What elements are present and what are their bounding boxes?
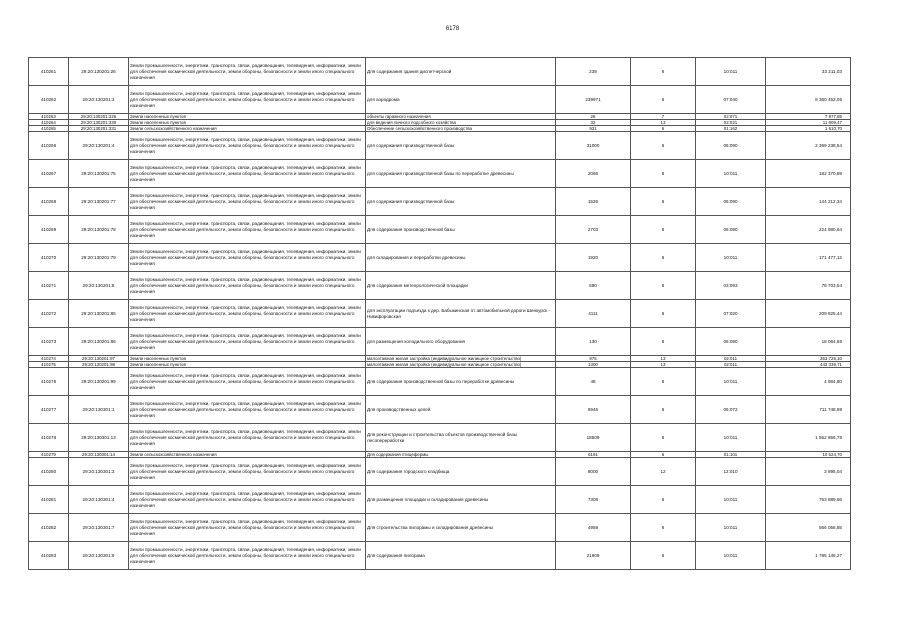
- cadastral-number: 29:20:130201:3: [69, 86, 129, 114]
- row-number: 410273: [29, 328, 69, 356]
- cadastral-value: 3 895,04: [766, 458, 851, 486]
- cadastral-value: 18 064,58: [766, 328, 851, 356]
- area: 239: [556, 58, 631, 86]
- cadastral-number: 29:20:130201:98: [69, 362, 129, 368]
- area: 931: [556, 126, 631, 132]
- cadastral-value: 78 703,54: [766, 272, 851, 300]
- cadastral-number: 29:20:130201:79: [69, 244, 129, 272]
- cadastral-value: 353 726,10: [766, 356, 851, 362]
- group-code: 6: [631, 396, 696, 424]
- row-number: 410276: [29, 368, 69, 396]
- cadastral-number: 29:20:130201:75: [69, 160, 129, 188]
- permitted-use: Для содержания городского кладбища: [366, 458, 556, 486]
- row-number: 410280: [29, 458, 69, 486]
- land-category: Земли промышленности, энергетики, транспорта, связи, радиовещания, телевидения, информатики, земли для обеспечения космической деятельности, земли обороны, безопасности и земли иного специального назначения: [129, 272, 366, 300]
- use-code: 06:090: [696, 328, 766, 356]
- cadastral-number: 29:20:130201:77: [69, 188, 129, 216]
- land-category: Земли населенных пунктов: [129, 120, 366, 126]
- land-category: Земли промышленности, энергетики, транспорта, связи, радиовещания, телевидения, информатики, земли для обеспечения космической деятельности, земли обороны, безопасности и земли иного специального назначения: [129, 86, 366, 114]
- group-code: 13: [631, 362, 696, 368]
- row-number: 410283: [29, 542, 69, 570]
- use-code: 01:101: [696, 452, 766, 458]
- area: 1300: [556, 362, 631, 368]
- row-number: 410268: [29, 188, 69, 216]
- area: 4959: [556, 514, 631, 542]
- group-code: 6: [631, 216, 696, 244]
- permitted-use: для ведения личного подсобного хозяйства: [366, 120, 556, 126]
- permitted-use: Для производственных целей: [366, 396, 556, 424]
- cadastral-number: 29:20:130201:85: [69, 300, 129, 328]
- group-code: 6: [631, 160, 696, 188]
- row-number: 410267: [29, 160, 69, 188]
- cadastral-value: 7 977,85: [766, 114, 851, 120]
- table-row: [29, 542, 851, 570]
- cadastral-number: 29:20:130301:13: [69, 424, 129, 452]
- use-code: 10:011: [696, 244, 766, 272]
- group-code: 6: [631, 328, 696, 356]
- row-number: 410261: [29, 58, 69, 86]
- cadastral-value: 144 212,34: [766, 188, 851, 216]
- use-code: 10:011: [696, 486, 766, 514]
- land-category: Земли промышленности, энергетики, транспорта, связи, радиовещания, телевидения, информатики, земли для обеспечения космической деятельности, земли обороны, безопасности и земли иного специального назначения: [129, 368, 366, 396]
- cadastral-value: 763 889,56: [766, 486, 851, 514]
- cadastral-value: 443 339,71: [766, 362, 851, 368]
- permitted-use: для размещения холодильного оборудования: [366, 328, 556, 356]
- cadastral-number: 29:20:130201:86: [69, 328, 129, 356]
- land-category: Земли промышленности, энергетики, транспорта, связи, радиовещания, телевидения, информатики, земли для обеспечения космической деятельности, земли обороны, безопасности и земли иного специального назначения: [129, 132, 366, 160]
- cadastral-value: 4 984,80: [766, 368, 851, 396]
- use-code: 03:093: [696, 272, 766, 300]
- group-code: 13: [631, 356, 696, 362]
- permitted-use: Для строительства пилорамы и складирования древесины: [366, 514, 556, 542]
- use-code: 06:090: [696, 188, 766, 216]
- use-code: 02:011: [696, 362, 766, 368]
- cadastral-number: 29:20:130201:326: [69, 114, 129, 120]
- use-code: 07:020: [696, 300, 766, 328]
- cadastral-value: 566 056,85: [766, 514, 851, 542]
- area: 239971: [556, 86, 631, 114]
- cadastral-number: 29:20:130201:330: [69, 120, 129, 126]
- table-row: [29, 300, 851, 328]
- group-code: 6: [631, 58, 696, 86]
- permitted-use: Для содержания пилорама: [366, 542, 556, 570]
- permitted-use: Для содержания метеорологической площадки: [366, 272, 556, 300]
- row-number: 410279: [29, 452, 69, 458]
- group-code: 6: [631, 542, 696, 570]
- land-category: Земли промышленности, энергетики, транспорта, связи, радиовещания, телевидения, информатики, земли для обеспечения космической деятельности, земли обороны, безопасности и земли иного специального назначения: [129, 58, 366, 86]
- group-code: 6: [631, 244, 696, 272]
- row-number: 410281: [29, 486, 69, 514]
- cadastral-number: 29:20:130201:331: [69, 126, 129, 132]
- use-code: 10:011: [696, 514, 766, 542]
- land-category: Земли промышленности, энергетики, транспорта, связи, радиовещания, телевидения, информатики, земли для обеспечения космической деятельности, земли обороны, безопасности и земли иного специального назначения: [129, 160, 366, 188]
- land-category: Земли промышленности, энергетики, транспорта, связи, радиовещания, телевидения, информатики, земли для обеспечения космической деятельности, земли обороны, безопасности и земли иного специального назначения: [129, 244, 366, 272]
- page-number: 6178: [445, 26, 460, 32]
- row-number: 410265: [29, 126, 69, 132]
- area: 975: [556, 356, 631, 362]
- area: 2703: [556, 216, 631, 244]
- land-category: Земли промышленности, энергетики, транспорта, связи, радиовещания, телевидения, информатики, земли для обеспечения космической деятельности, земли обороны, безопасности и земли иного специального назначения: [129, 486, 366, 514]
- land-category: Земли промышленности, энергетики, транспорта, связи, радиовещания, телевидения, информатики, земли для обеспечения космической деятельности, земли обороны, безопасности и земли иного специального назначения: [129, 216, 366, 244]
- permitted-use: для содержания производственной базы: [366, 188, 556, 216]
- area: 21909: [556, 542, 631, 570]
- group-code: 6: [631, 188, 696, 216]
- permitted-use: Для размещения площадки и складирования древесины: [366, 486, 556, 514]
- permitted-use: для содержания производственной базы: [366, 132, 556, 160]
- area: 8000: [556, 458, 631, 486]
- cadastral-value: 171 477,12: [766, 244, 851, 272]
- use-code: 02:021: [696, 120, 766, 126]
- area: 4111: [556, 300, 631, 328]
- land-category: Земли промышленности, энергетики, транспорта, связи, радиовещания, телевидения, информатики, земли для обеспечения космической деятельности, земли обороны, безопасности и земли иного специального назначения: [129, 542, 366, 570]
- group-code: 12: [631, 458, 696, 486]
- table-row: [29, 356, 851, 362]
- row-number: 410266: [29, 132, 69, 160]
- cadastral-number: 29:20:130201:8: [69, 272, 129, 300]
- area: 690: [556, 272, 631, 300]
- land-category: Земли населенных пунктов: [129, 356, 366, 362]
- cadastral-number: 29:20:130201:99: [69, 368, 129, 396]
- land-category: Земли промышленности, энергетики, транспорта, связи, радиовещания, телевидения, информатики, земли для обеспечения космической деятельности, земли обороны, безопасности и земли иного специального назначения: [129, 424, 366, 452]
- cadastral-value: 10 524,70: [766, 452, 851, 458]
- group-code: 6: [631, 132, 696, 160]
- table-row: [29, 458, 851, 486]
- land-category: Земли промышленности, энергетики, транспорта, связи, радиовещания, телевидения, информатики, земли для обеспечения космической деятельности, земли обороны, безопасности и земли иного специального назначения: [129, 514, 366, 542]
- land-category: Земли промышленности, энергетики, транспорта, связи, радиовещания, телевидения, информатики, земли для обеспечения космической деятельности, земли обороны, безопасности и земли иного специального назначения: [129, 300, 366, 328]
- row-number: 410264: [29, 120, 69, 126]
- row-number: 410275: [29, 362, 69, 368]
- permitted-use: для содержания производственной базы по переработке древесины: [366, 160, 556, 188]
- cadastral-value: 8 360 452,05: [766, 86, 851, 114]
- use-code: 10:011: [696, 58, 766, 86]
- use-code: 02:011: [696, 356, 766, 362]
- cadastral-number: 29:20:130201:78: [69, 216, 129, 244]
- permitted-use: малоэтажная жилая застройка (индивидуальное жилищное строительство): [366, 362, 556, 368]
- row-number: 410271: [29, 272, 69, 300]
- land-category: Земли промышленности, энергетики, транспорта, связи, радиовещания, телевидения, информатики, земли для обеспечения космической деятельности, земли обороны, безопасности и земли иного специального назначения: [129, 328, 366, 356]
- group-code: 6: [631, 300, 696, 328]
- table-row: [29, 514, 851, 542]
- cadastral-value: 33 211,03: [766, 58, 851, 86]
- cadastral-number: 29:20:130201:97: [69, 356, 129, 362]
- table-row: [29, 132, 851, 160]
- permitted-use: для складирования и переработки древесины: [366, 244, 556, 272]
- cadastral-number: 29:20:130301:9: [69, 542, 129, 570]
- group-code: 6: [631, 86, 696, 114]
- table-row: [29, 244, 851, 272]
- cadastral-value: 1 552 856,78: [766, 424, 851, 452]
- cadastral-value: 182 370,89: [766, 160, 851, 188]
- group-code: 6: [631, 424, 696, 452]
- row-number: 410270: [29, 244, 69, 272]
- cadastral-number: 29:20:130301:14: [69, 452, 129, 458]
- land-category: Земли сельскохозяйственного назначения: [129, 452, 366, 458]
- table-row: [29, 328, 851, 356]
- use-code: 01:162: [696, 126, 766, 132]
- row-number: 410262: [29, 86, 69, 114]
- cadastral-number: 29:20:130301:4: [69, 486, 129, 514]
- area: 2066: [556, 160, 631, 188]
- table-row: [29, 424, 851, 452]
- cadastral-number: 29:20:130301:3: [69, 458, 129, 486]
- group-code: 6: [631, 126, 696, 132]
- permitted-use: малоэтажная жилая застройка (индивидуальное жилищное строительство): [366, 356, 556, 362]
- land-category: Земли сельскохозяйственного назначения: [129, 126, 366, 132]
- permitted-use: Для реконструкции и строительства объектов производственной базы лесопереработки: [366, 424, 556, 452]
- area: 31000: [556, 132, 631, 160]
- table-row: [29, 486, 851, 514]
- area: 18509: [556, 424, 631, 452]
- table-row: [29, 86, 851, 114]
- cadastral-value: 224 980,64: [766, 216, 851, 244]
- table-row: [29, 272, 851, 300]
- area: 130: [556, 328, 631, 356]
- table-row: [29, 362, 851, 368]
- table-row: [29, 216, 851, 244]
- use-code: 06:090: [696, 132, 766, 160]
- use-code: 02:071: [696, 114, 766, 120]
- area: 7308: [556, 486, 631, 514]
- permitted-use: Обеспечение сельскохозяйственного производства: [366, 126, 556, 132]
- row-number: 410274: [29, 356, 69, 362]
- permitted-use: Для содержания птицефермы: [366, 452, 556, 458]
- row-number: 410278: [29, 424, 69, 452]
- use-code: 12:010: [696, 458, 766, 486]
- table-row: [29, 120, 851, 126]
- permitted-use: объекты гаражного назначения: [366, 114, 556, 120]
- table-row: [29, 126, 851, 132]
- group-code: 6: [631, 514, 696, 542]
- area: 1920: [556, 244, 631, 272]
- group-code: 7: [631, 114, 696, 120]
- use-code: 06:072: [696, 396, 766, 424]
- land-category: Земли населенных пунктов: [129, 114, 366, 120]
- cadastral-number: 29:20:130301:7: [69, 514, 129, 542]
- area: 32: [556, 120, 631, 126]
- use-code: 10:011: [696, 160, 766, 188]
- group-code: 13: [631, 120, 696, 126]
- table-row: [29, 160, 851, 188]
- use-code: 07:040: [696, 86, 766, 114]
- cadastral-table: [28, 57, 851, 570]
- area: 6191: [556, 452, 631, 458]
- permitted-use: Для содержания производственной базы по переработке древесины: [366, 368, 556, 396]
- cadastral-number: 29:20:130201:4: [69, 132, 129, 160]
- cadastral-value: 2 369 238,54: [766, 132, 851, 160]
- row-number: 410277: [29, 396, 69, 424]
- group-code: 6: [631, 486, 696, 514]
- permitted-use: Для содержания производственной базы: [366, 216, 556, 244]
- table-row: [29, 368, 851, 396]
- row-number: 410263: [29, 114, 69, 120]
- table-row: [29, 188, 851, 216]
- table-body: [29, 58, 851, 570]
- land-category: Земли населенных пунктов: [129, 362, 366, 368]
- cadastral-value: 11 809,47: [766, 120, 851, 126]
- cadastral-value: 209 825,44: [766, 300, 851, 328]
- group-code: 6: [631, 452, 696, 458]
- row-number: 410282: [29, 514, 69, 542]
- cadastral-number: 29:20:130301:1: [69, 396, 129, 424]
- use-code: 10:011: [696, 542, 766, 570]
- use-code: 06:090: [696, 216, 766, 244]
- permitted-use: Для содержания здания диспетчерской: [366, 58, 556, 86]
- area: 48: [556, 368, 631, 396]
- area: 6946: [556, 396, 631, 424]
- permitted-use: для эксплуатации подъезда к дер. Бабыкинская от автомобильной дороги Шенкурск - Никифоровская: [366, 300, 556, 328]
- use-code: 10:011: [696, 368, 766, 396]
- use-code: 10:011: [696, 424, 766, 452]
- cadastral-value: 1 785 145,27: [766, 542, 851, 570]
- cadastral-value: 711 748,98: [766, 396, 851, 424]
- area: 28: [556, 114, 631, 120]
- land-category: Земли промышленности, энергетики, транспорта, связи, радиовещания, телевидения, информатики, земли для обеспечения космической деятельности, земли обороны, безопасности и земли иного специального назначения: [129, 396, 366, 424]
- group-code: 6: [631, 368, 696, 396]
- group-code: 6: [631, 272, 696, 300]
- permitted-use: для аэродрома: [366, 86, 556, 114]
- cadastral-number: 29:20:130201:26: [69, 58, 129, 86]
- cadastral-value: 1 610,70: [766, 126, 851, 132]
- land-category: Земли промышленности, энергетики, транспорта, связи, радиовещания, телевидения, информатики, земли для обеспечения космической деятельности, земли обороны, безопасности и земли иного специального назначения: [129, 188, 366, 216]
- row-number: 410272: [29, 300, 69, 328]
- land-category: Земли промышленности, энергетики, транспорта, связи, радиовещания, телевидения, информатики, земли для обеспечения космической деятельности, земли обороны, безопасности и земли иного специального назначения: [129, 458, 366, 486]
- table-row: [29, 58, 851, 86]
- row-number: 410269: [29, 216, 69, 244]
- table-row: [29, 396, 851, 424]
- area: 1526: [556, 188, 631, 216]
